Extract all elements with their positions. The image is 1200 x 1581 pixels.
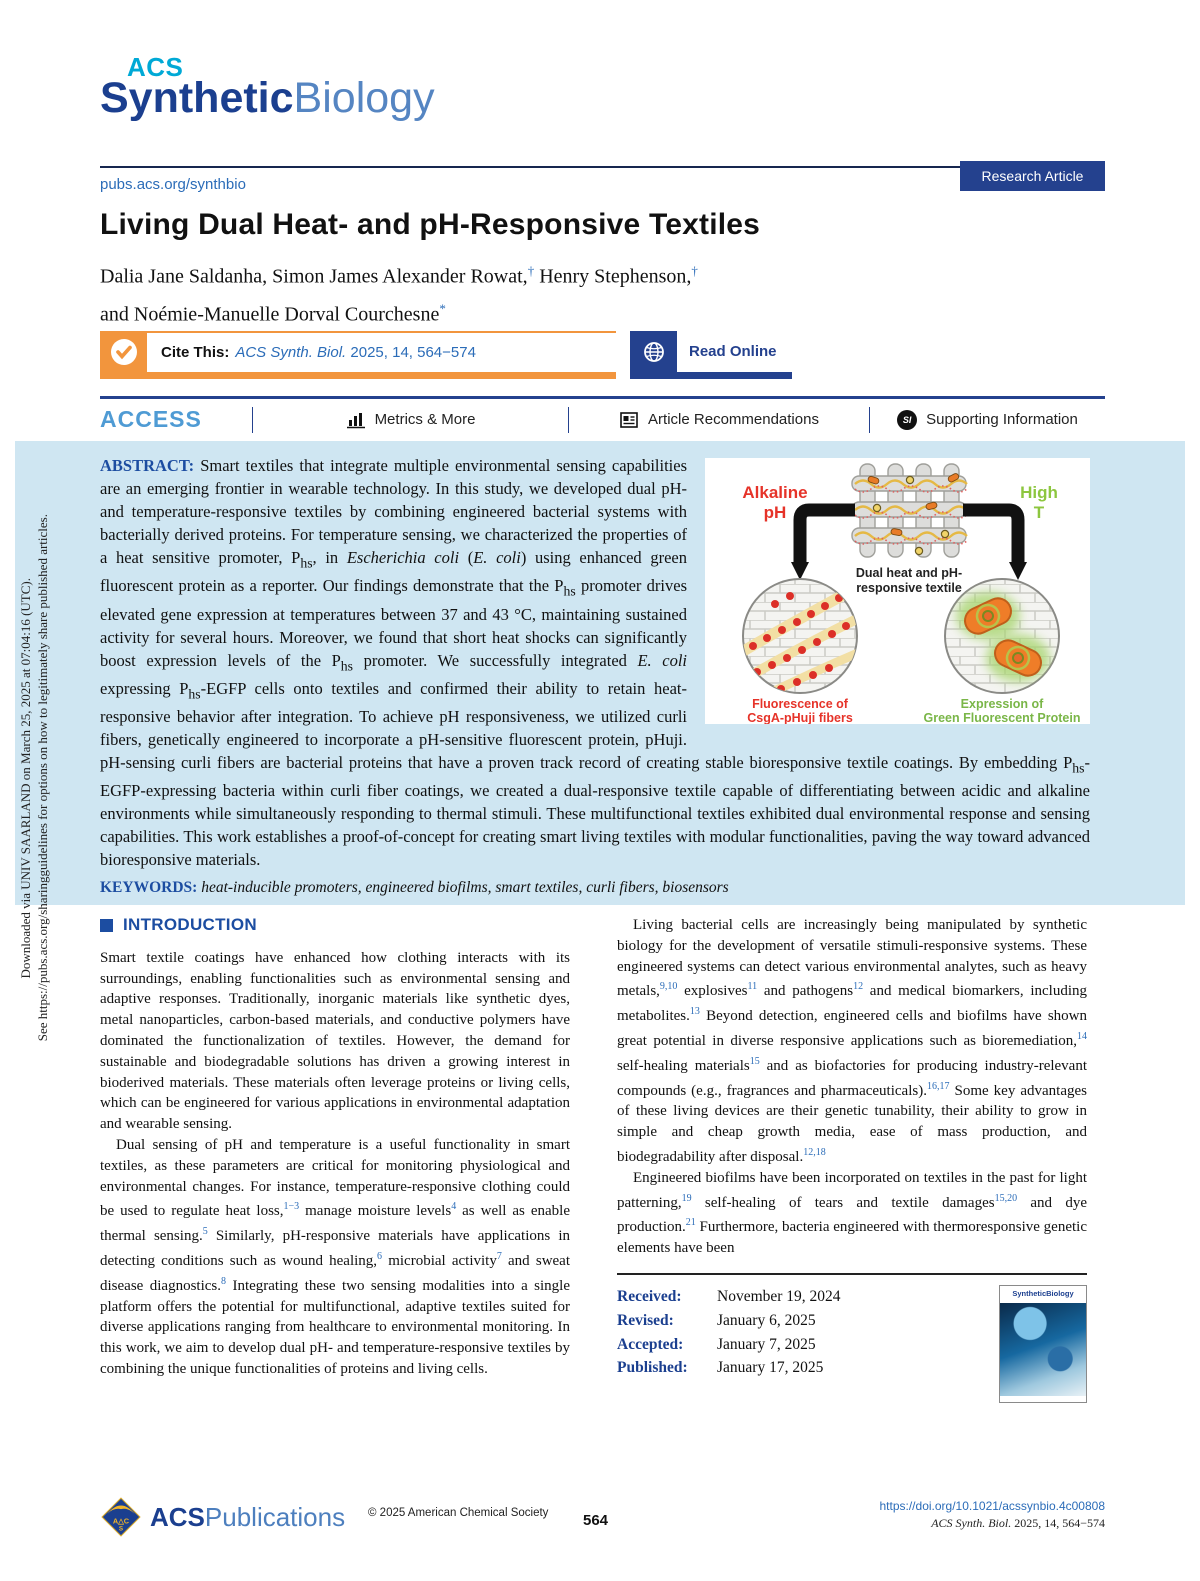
download-notice-line1: Downloaded via UNIV SAARLAND on March 25, 2025 at 07:04:16 (UTC).: [18, 577, 33, 979]
article-type-badge: Research Article: [960, 161, 1105, 191]
journal-logo-secondary: Biology: [293, 74, 435, 122]
download-notice: [18, 448, 51, 1108]
cover-masthead: SyntheticBiology: [1012, 1289, 1074, 1299]
textile-caption-1: Dual heat and pH-: [855, 566, 963, 580]
author-line-2: and Noémie-Manuelle Dorval Courchesne*: [100, 300, 446, 326]
supporting-info-label: Supporting Information: [926, 411, 1078, 428]
journal-logo-main: Synthetic: [100, 74, 294, 122]
header-rule: [100, 166, 1105, 168]
cite-this-label: Cite This:: [161, 344, 230, 361]
intro-paragraph-4: Engineered biofilms have been incorporated on textiles in the past for light patterning,$^{19}$ self-healing of tears and textile damages$^{15,20}$ and dye production.$^{21}$ Furthermore, bacteria engineered with thermoresponsive genetic elements have been: [617, 1169, 1087, 1257]
left-circle-caption-2: CsgA-pHuji fibers: [747, 711, 853, 724]
author-line-1: Dalia Jane Saldanha, Simon James Alexander Rowat,† Henry Stephenson,†: [100, 263, 698, 288]
textile-caption-2: responsive textile: [856, 581, 962, 595]
bar-chart-icon: [346, 411, 366, 429]
keywords-list: heat-inducible promoters, engineered biofilms, smart textiles, curli fibers, biosensors: [201, 879, 729, 897]
svg-text:S: S: [118, 1525, 124, 1533]
gfp-expression-circle: [945, 579, 1059, 693]
footer-citation-block: [880, 1498, 1106, 1532]
high-t-label-2: T: [1033, 503, 1045, 522]
alkaline-label-2: pH: [763, 503, 787, 522]
download-notice-line2: See https://pubs.acs.org/sharingguidelines for options on how to legitimately share published articles.: [35, 514, 50, 1042]
published-label: Published:: [617, 1359, 688, 1377]
received-label: Received:: [617, 1287, 682, 1305]
introduction-heading: INTRODUCTION: [123, 915, 257, 934]
keywords-line: [100, 871, 1090, 897]
revised-date: January 6, 2025: [717, 1311, 816, 1329]
footer-citation: ACS Synth. Biol. 2025, 14, 564−574: [931, 1516, 1105, 1530]
journal-cover-thumbnail[interactable]: [999, 1285, 1087, 1403]
intro-paragraph-1: Smart textile coatings have enhanced how clothing interacts with its surroundings, enabling functionalities such as environmental sensing and adaptive responses. Traditionally, inorganic materials like synthetic dyes, metal nanoparticles, carbon-based materials, and conductive polymers have dominated the functionalization of textiles. However, the demand for sustainable and biodegradable solutions has driven a growing interest in bioderived materials. These materials often leverage proteins or living cells, which can be engineered for various applications in environmental adaptation and wearable sensing.: [100, 949, 570, 1133]
cite-check-icon: [100, 331, 147, 372]
acs-publications-logo: [100, 1496, 345, 1538]
metrics-label: Metrics & More: [374, 411, 476, 428]
globe-icon: [630, 331, 677, 372]
article-title: Living Dual Heat- and pH-Responsive Textiles: [100, 208, 761, 241]
accepted-label: Accepted:: [617, 1335, 684, 1353]
copyright-notice: © 2025 American Chemical Society: [368, 1507, 549, 1519]
abstract-section: [15, 441, 1185, 905]
si-icon: SI: [897, 410, 917, 430]
read-online-label: Read Online: [689, 343, 777, 360]
arrow-left-icon: [791, 510, 855, 580]
section-square-icon: [100, 919, 113, 932]
publisher-acs: ACS: [150, 1501, 205, 1532]
publisher-name: Publications: [204, 1501, 346, 1532]
access-link[interactable]: ACCESS: [100, 406, 202, 432]
article-history: [617, 1273, 1087, 1409]
metrics-link[interactable]: [253, 411, 568, 429]
accepted-date: January 7, 2025: [717, 1335, 816, 1353]
journal-site-link[interactable]: pubs.acs.org/synthbio: [100, 176, 246, 193]
doi-link[interactable]: https://doi.org/10.1021/acssynbio.4c00808: [879, 1499, 1105, 1513]
recommendations-label: Article Recommendations: [648, 411, 819, 428]
abstract-body: Smart textiles that integrate multiple environmental sensing capabilities are an emerging frontier in wearable technology. In this study, we developed dual pH- and temperature-responsive textiles by combining engineered bacterial systems with bacterially derived proteins. For temperature sensing, we characterized the properties of a heat sensitive promoter, $P_{hs}$, in Escherichia coli (E. coli) using enhanced green fluorescent protein as a reporter. Our findings demonstrate that the $P_{hs}$ promoter drives elevated gene expression at temperatures between 37 and 43 °C, maintaining sustained activity for several hours. Moreover, we found that short heat shocks can significantly boost expression levels of the $P_{hs}$ promoter. We successfully integrated E. coli expressing $P_{hs}$-EGFP cells onto textiles and confirmed their ability to retain heat-responsive behavior after integration. To achieve pH responsiveness, we utilized curli fibers, genetically engineered to incorporate a pH-sensitive fluorescent protein, pHuji. pH-sensing curli fibers are bacterial proteins that have a proven track record of creating stable bioresponsive textile coatings. By embedding $P_{hs}-EGFP$-expressing bacteria within curli fiber coatings, we created a dual-responsive textile capable of differentiating between acidic and alkaline environments while simultaneously responding to thermal stimuli. These multifunctional textiles exhibited dual environmental response and sensing capabilities. This work establishes a proof-of-concept for creating smart living textiles with modular functionalities, paving the way toward advanced bioresponsive materials.: [100, 456, 1090, 870]
abstract-label: ABSTRACT:: [100, 456, 195, 475]
phuji-fluorescence-circle: [740, 579, 865, 703]
acs-diamond-icon: [100, 1496, 142, 1538]
body-column-right: [617, 915, 1087, 1409]
journal-logo-acs: ACS: [127, 52, 184, 82]
intro-paragraph-3: Living bacterial cells are increasingly being manipulated by synthetic biology for the development of versatile stimuli-responsive systems. These engineered systems can detect various environmental analytes, such as heavy metals,$^{9,10}$ explosives$^{11}$ and pathogens$^{12}$ and medical biomarkers, including metabolites.$^{13}$ Beyond detection, engineered cells and biofilms have shown great potential in diverse responsive applications such as bioremediation,$^{14}$ self-healing materials$^{15}$ and as biofactories for producing industry-relevant compounds (e.g., fragrances and pharmaceuticals).$^{16,17}$ Some key advantages of these living devices are their genetic tunability, their ability to grow in simple and cheap growth media, ease of mass production, and biodegradability after disposal.$^{12,18}$: [617, 917, 1088, 1165]
citation-text[interactable]: ACS Synth. Biol. 2025, 14, 564−574: [235, 344, 476, 361]
author-list: [100, 255, 1000, 330]
page-number: 564: [583, 1512, 609, 1529]
textile-weave-graphic: [852, 464, 967, 557]
cite-this-bar: [100, 331, 616, 379]
read-online-button[interactable]: [630, 331, 792, 379]
received-date: November 19, 2024: [717, 1287, 841, 1305]
graphical-abstract: [705, 458, 1090, 724]
right-circle-caption-2: Green Fluorescent Protein: [923, 711, 1081, 724]
body-column-left: [100, 915, 570, 1380]
alkaline-label-1: Alkaline: [742, 483, 808, 502]
supporting-info-link[interactable]: [870, 410, 1105, 430]
right-circle-caption-1: Expression of: [960, 697, 1044, 711]
cover-footer: [1000, 1396, 1086, 1403]
high-t-label-1: High: [1020, 483, 1058, 502]
cover-artwork: [1000, 1303, 1086, 1396]
revised-label: Revised:: [617, 1311, 674, 1329]
keywords-label: KEYWORDS:: [100, 879, 198, 897]
intro-paragraph-2: Dual sensing of pH and temperature is a useful functionality in smart textiles, as these parameters are critical for monitoring physiological and environmental changes. For instance, temperature-responsive clothing could be used to regulate heat loss,$^{1-3}$ manage moisture levels$^4$ as well as enable thermal sensing.$^5$ Similarly, pH-responsive materials have applications in detecting conditions such as wound healing,$^6$ microbial activity$^7$ and sweat disease diagnostics.$^8$ Integrating these two sensing modalities into a single platform offers the potential for multifunctional, adaptive textiles suited for diverse applications ranging from healthcare to environmental monitoring. In this work, we aim to develop dual pH- and temperature-responsive textiles by combining the unique functionalities of proteins and living cells.: [100, 1136, 571, 1377]
published-date: January 17, 2025: [717, 1359, 824, 1377]
left-circle-caption-1: Fluorescence of: [752, 697, 848, 711]
article-icon: [619, 411, 639, 429]
svg-text:A△C: A△C: [112, 1516, 130, 1526]
access-bar: [100, 396, 1105, 444]
arrow-right-icon: [963, 510, 1027, 580]
recommendations-link[interactable]: [569, 411, 869, 429]
